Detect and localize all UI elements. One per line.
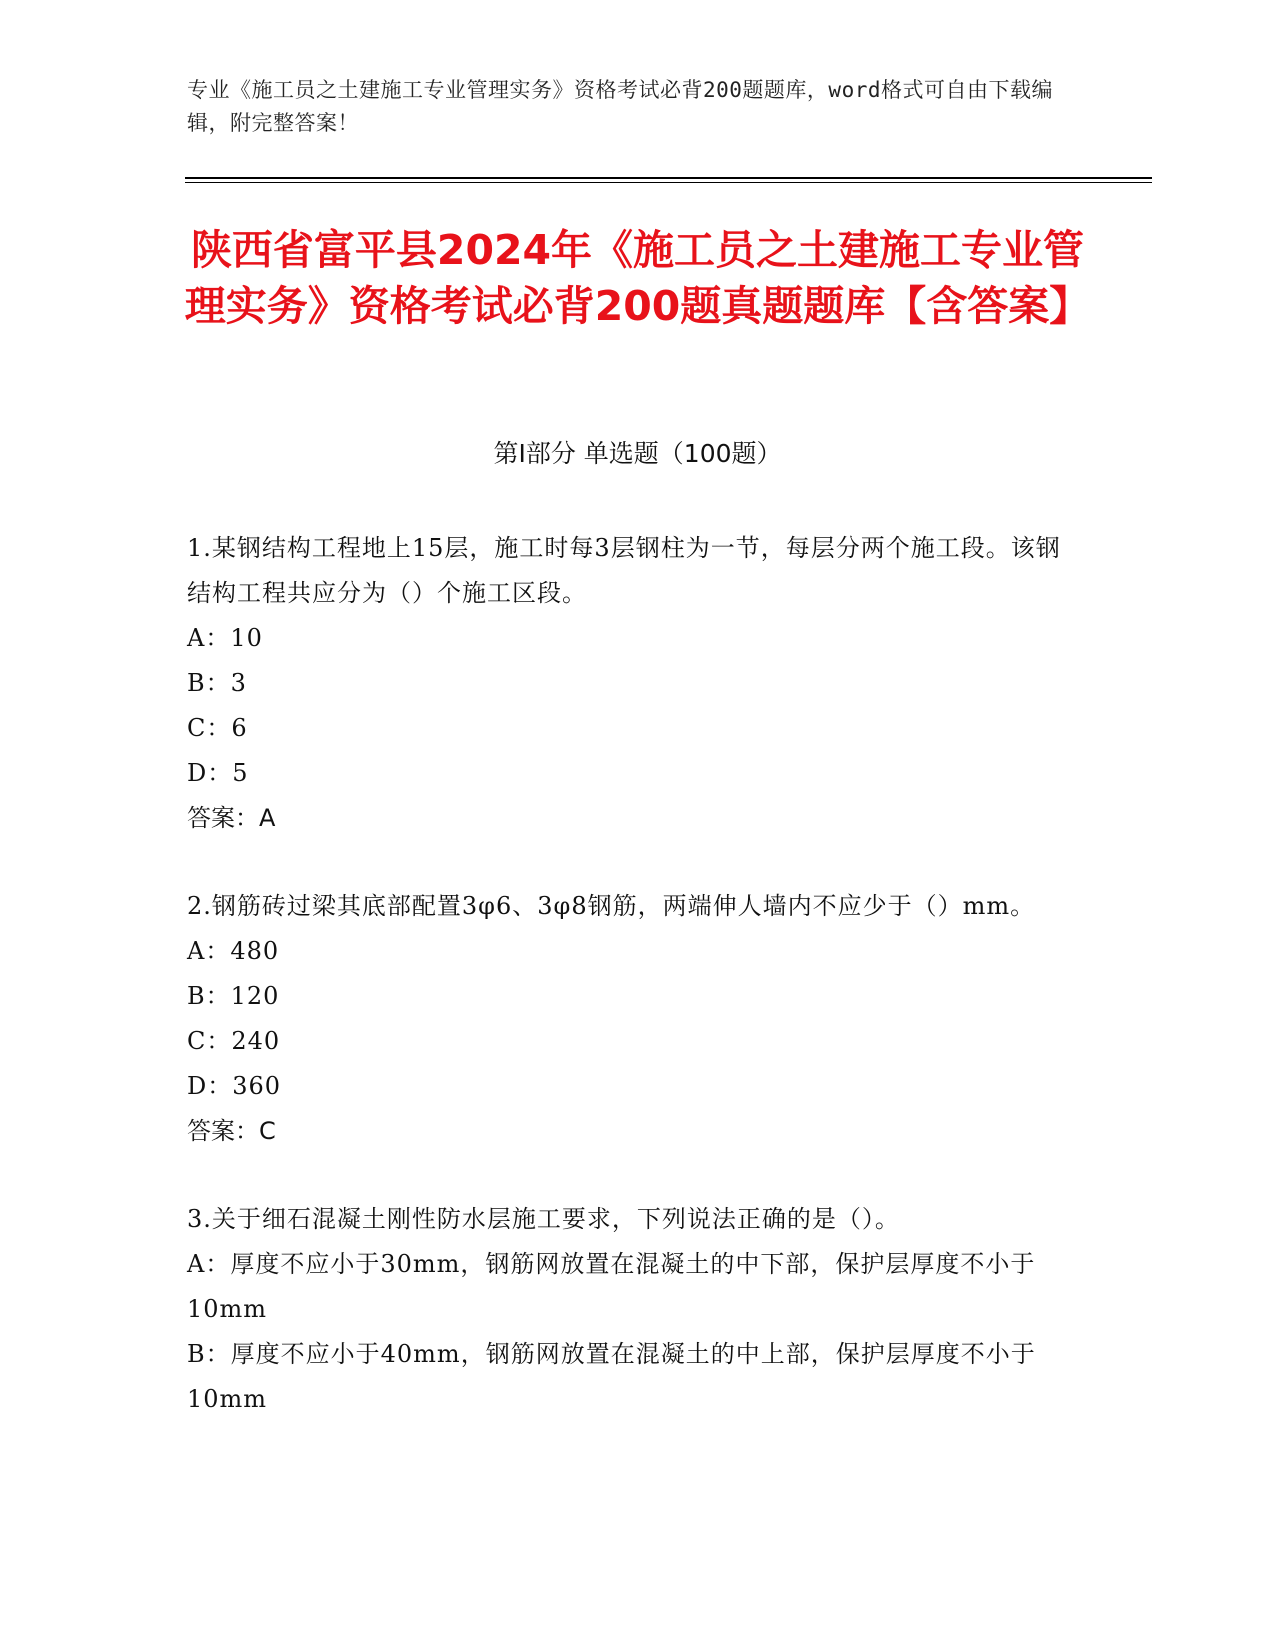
section-heading: 第Ⅰ部分 单选题（100题） — [493, 439, 782, 468]
option-c: C：240 — [187, 1027, 281, 1055]
question-list — [187, 526, 1077, 1465]
answer: 答案：A — [187, 804, 276, 832]
question-item — [187, 884, 1077, 1154]
option-b: B：厚度不应小于40mm，钢筋网放置在混凝土的中上部，保护层厚度不小于10mm — [187, 1340, 1036, 1413]
question-item — [187, 1197, 1077, 1422]
header-note: 专业《施工员之土建施工专业管理实务》资格考试必背200题题库，word格式可自由下载编辑，附完整答案！ — [187, 78, 1053, 135]
option-c: C：6 — [187, 714, 248, 742]
option-a: A：10 — [187, 624, 263, 652]
question-item — [187, 526, 1077, 841]
option-d: D：5 — [187, 759, 249, 787]
header-divider-thin — [185, 182, 1152, 183]
option-b: B：120 — [187, 982, 280, 1010]
option-a: A：厚度不应小于30mm，钢筋网放置在混凝土的中下部，保护层厚度不小于10mm — [187, 1250, 1036, 1323]
document-title: 陕西省富平县2024年《施工员之土建施工专业管理实务》资格考试必背200题真题题库【含答案】 — [184, 226, 1091, 330]
option-b: B：3 — [187, 669, 247, 697]
question-text: 2.钢筋砖过梁其底部配置3φ6、3φ8钢筋，两端伸人墙内不应少于（）mm。 — [187, 892, 1036, 920]
option-d: D：360 — [187, 1072, 282, 1100]
answer: 答案：C — [187, 1117, 276, 1145]
question-text: 3.关于细石混凝土刚性防水层施工要求，下列说法正确的是（）。 — [187, 1205, 900, 1233]
question-text: 1.某钢结构工程地上15层，施工时每3层钢柱为一节，每层分两个施工段。该钢结构工程共应分为（）个施工区段。 — [187, 534, 1061, 607]
header-divider-thick — [185, 177, 1152, 179]
option-a: A：480 — [187, 937, 280, 965]
